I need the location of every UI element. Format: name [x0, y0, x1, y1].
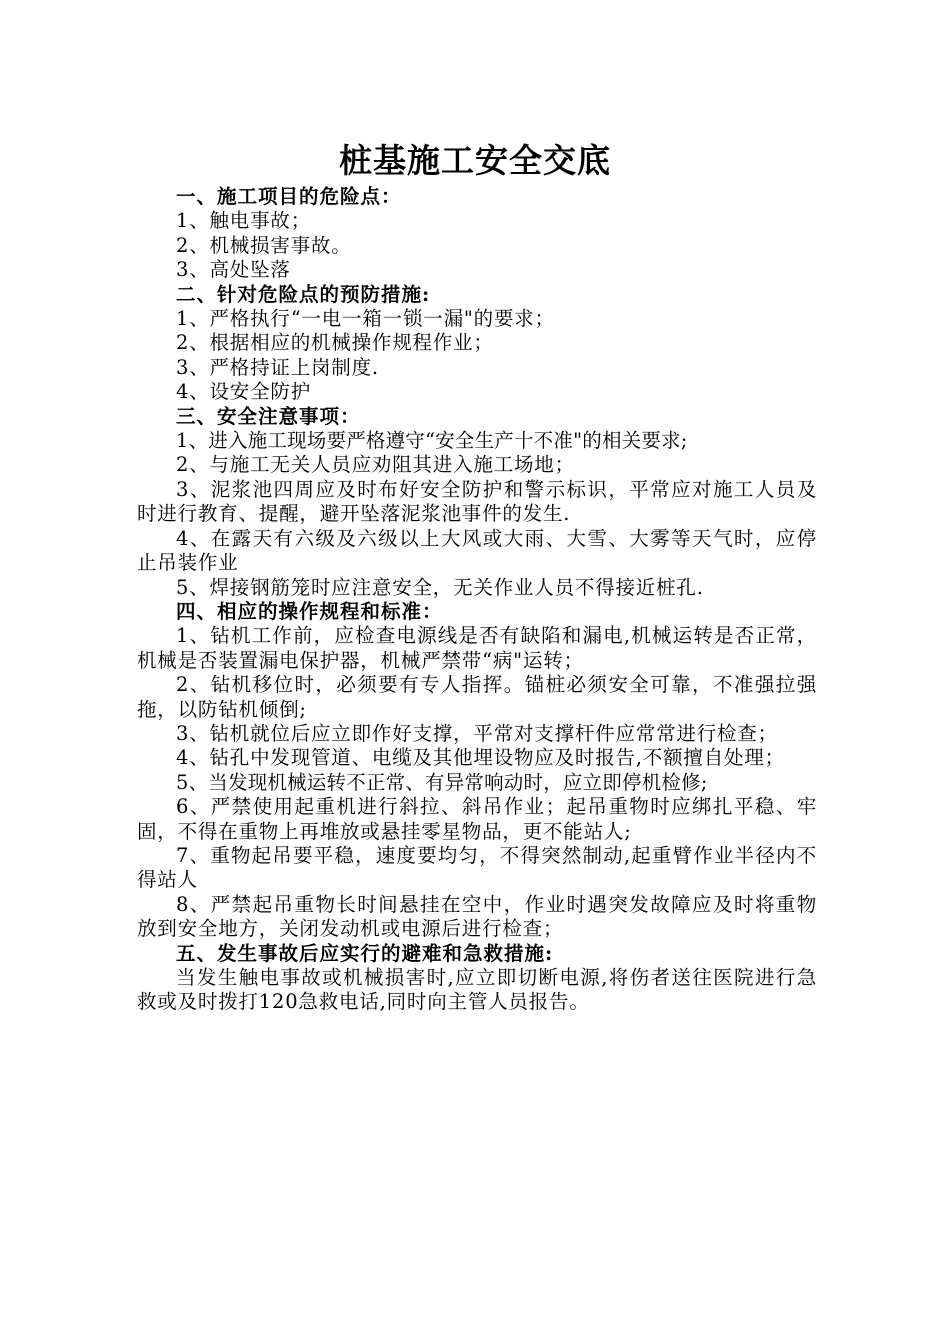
paragraph: 1、钻机工作前，应检查电源线是否有缺陷和漏电,机械运转是否正常，机械是否装置漏电保护器，机械严禁带“病"运转；: [137, 624, 817, 672]
paragraph: 1、进入施工现场要严格遵守“安全生产十不准"的相关要求;: [176, 429, 688, 453]
section-heading-3: 三、安全注意事项：: [176, 404, 361, 428]
paragraph: 8、严禁起吊重物长时间悬挂在空中，作业时遇突发故障应及时将重物放到安全地方，关闭发动机或电源后进行检查；: [137, 892, 817, 941]
paragraph: 1、触电事故；: [176, 209, 312, 233]
paragraph: 4、设安全防护: [176, 380, 312, 404]
paragraph: 3、严格持证上岗制度.: [176, 355, 379, 379]
paragraph: 3、钻机就位后应立即作好支撑，平常对支撑杆件应常常进行检查；: [176, 721, 778, 745]
paragraph: 3、泥浆池四周应及时布好安全防护和警示标识，平常应对施工人员及时进行教育、提醒，避开坠落泥浆池事件的发生.: [137, 477, 817, 526]
section-heading-4: 四、相应的操作规程和标准：: [176, 599, 443, 623]
paragraph: 1、严格执行“一电一箱一锁一漏"的要求；: [176, 307, 555, 331]
section-heading-2: 二、针对危险点的预防措施:: [176, 282, 431, 306]
paragraph: 3、高处坠落: [176, 258, 291, 282]
paragraph: 2、与施工无关人员应劝阻其进入施工场地；: [176, 453, 575, 477]
section-heading-1: 一、施工项目的危险点：: [176, 185, 402, 208]
paragraph: 5、当发现机械运转不正常、有异常响动时，应立即停机检修;: [176, 770, 708, 794]
paragraph: 4、钻孔中发现管道、电缆及其他埋设物应及时报告,不额擅自处理；: [176, 746, 785, 770]
paragraph: 6、严禁使用起重机进行斜拉、斜吊作业；起吊重物时应绑扎平稳、牢固，不得在重物上再堆放或悬挂零星物品，更不能站人;: [137, 795, 817, 843]
paragraph: 2、钻机移位时，必须要有专人指挥。锚桩必须安全可靠，不准强拉强拖，以防钻机倾倒;: [137, 673, 817, 721]
document-body: [137, 185, 817, 1015]
paragraph: 2、根据相应的机械操作规程作业；: [176, 331, 494, 355]
paragraph: 4、在露天有六级及六级以上大风或大雨、大雪、大雾等天气时，应停止吊装作业: [137, 526, 817, 575]
paragraph: 2、机械损害事故。: [176, 233, 352, 257]
document-title: 桩基施工安全交底: [339, 141, 611, 180]
paragraph: 当发生触电事故或机械损害时,应立即切断电源,将伤者送往医院进行急救或及时拨打120急救电话,同时向主管人员报告。: [137, 966, 817, 1014]
paragraph: 7、重物起吊要平稳，速度要均匀，不得突然制动,起重臂作业半径内不得站人: [137, 843, 817, 892]
paragraph: 5、焊接钢筋笼时应注意安全，无关作业人员不得接近桩孔.: [176, 575, 704, 599]
section-heading-5: 五、发生事故后应实行的避难和急救措施:: [176, 941, 554, 965]
